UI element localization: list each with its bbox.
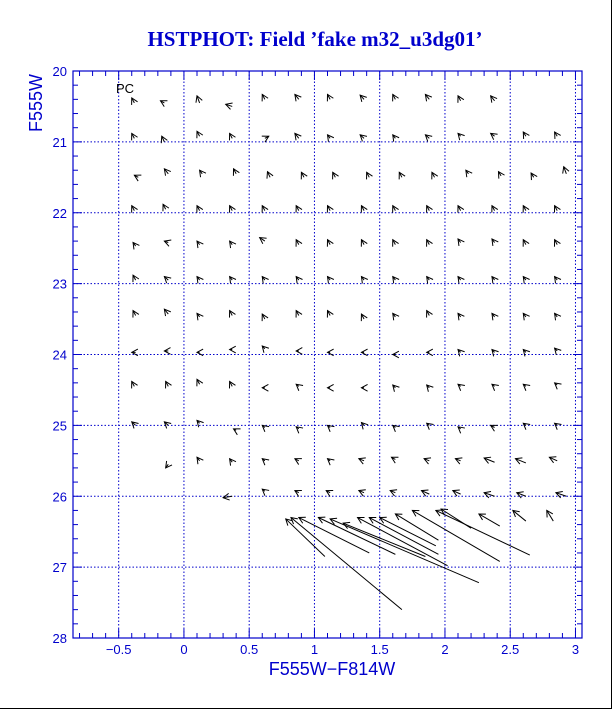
- arrow-head: [230, 311, 236, 318]
- data-arrow: [328, 425, 335, 431]
- data-arrow: [166, 381, 172, 388]
- data-arrow: [267, 172, 273, 179]
- data-arrow: [230, 133, 236, 140]
- data-arrow: [361, 384, 367, 391]
- data-arrow: [547, 510, 554, 521]
- data-arrow: [360, 135, 367, 142]
- arrow-head: [361, 384, 367, 391]
- data-arrow: [479, 514, 500, 526]
- data-arrow: [369, 517, 438, 554]
- data-arrow: [295, 491, 302, 497]
- data-arrow: [197, 131, 203, 138]
- data-arrow: [453, 490, 461, 496]
- data-arrow: [197, 241, 203, 248]
- arrow-head: [262, 136, 269, 142]
- arrow-head: [327, 240, 333, 247]
- arrow-head: [326, 491, 333, 497]
- data-arrow: [427, 311, 433, 318]
- data-arrow: [262, 459, 269, 465]
- arrow-head: [327, 311, 333, 318]
- data-arrow: [233, 169, 239, 176]
- data-arrow: [492, 384, 499, 390]
- data-arrow: [230, 241, 236, 248]
- data-arrow: [523, 350, 530, 357]
- data-arrow: [164, 169, 170, 176]
- data-arrow: [132, 133, 138, 140]
- arrow-head: [296, 206, 302, 213]
- data-arrow: [359, 490, 366, 496]
- data-arrow: [296, 427, 303, 433]
- arrow-head: [455, 458, 462, 464]
- data-arrow: [164, 277, 171, 284]
- arrow-head: [234, 429, 241, 435]
- data-arrow: [164, 309, 170, 316]
- data-arrow: [393, 94, 399, 101]
- data-arrow: [286, 519, 325, 557]
- data-arrow: [223, 493, 232, 500]
- data-arrow: [554, 240, 560, 247]
- arrow-head: [230, 206, 236, 213]
- data-arrow: [197, 313, 203, 320]
- arrow-head: [327, 94, 333, 101]
- arrow-head: [427, 240, 433, 247]
- data-arrow: [393, 240, 399, 247]
- arrow-head: [547, 510, 553, 517]
- arrow-head: [391, 457, 398, 463]
- data-arrow: [367, 172, 373, 179]
- arrow-head: [395, 514, 402, 520]
- data-arrow: [455, 458, 462, 464]
- data-arrow: [262, 94, 268, 101]
- arrow-head: [390, 490, 397, 496]
- data-arrow: [262, 346, 269, 353]
- data-arrow: [260, 238, 267, 244]
- data-arrow: [427, 423, 434, 429]
- data-arrow: [328, 135, 334, 142]
- data-arrow: [360, 95, 367, 102]
- data-arrow: [132, 422, 139, 429]
- data-arrow: [262, 277, 268, 284]
- data-arrow: [427, 277, 433, 284]
- data-arrow: [327, 206, 333, 213]
- arrow-head: [361, 240, 367, 247]
- data-arrow: [523, 240, 529, 247]
- data-arrow: [432, 172, 438, 179]
- data-arrow: [328, 459, 335, 465]
- data-arrow: [523, 423, 530, 429]
- data-arrow: [296, 277, 302, 284]
- y-tick-label: 27: [52, 560, 67, 576]
- data-arrow: [197, 206, 203, 213]
- data-arrow: [262, 136, 269, 142]
- arrow-head: [458, 206, 464, 213]
- plot-area-frame: [73, 71, 582, 638]
- x-tick-label: 1: [310, 642, 319, 657]
- data-arrow: [563, 167, 569, 174]
- data-arrow: [498, 172, 504, 179]
- arrow-head: [492, 206, 498, 213]
- arrow-head: [328, 384, 334, 391]
- data-arrow: [556, 492, 566, 498]
- data-arrow: [555, 313, 561, 320]
- data-arrow: [466, 170, 472, 177]
- y-tick-label: 24: [52, 347, 67, 363]
- data-arrow: [134, 175, 141, 181]
- data-arrow: [427, 206, 433, 213]
- x-tick-label: 2.5: [501, 642, 520, 657]
- data-arrow: [458, 206, 464, 213]
- arrow-head: [432, 172, 438, 179]
- data-arrow: [555, 383, 562, 389]
- data-arrow: [197, 420, 204, 427]
- data-arrow: [484, 457, 494, 463]
- data-arrow: [132, 206, 138, 213]
- data-arrow: [234, 429, 241, 435]
- arrow-shaft: [330, 519, 479, 583]
- arrow-head: [393, 240, 399, 247]
- data-arrow: [361, 423, 368, 430]
- data-arrow: [299, 517, 369, 553]
- arrow-shaft: [343, 523, 425, 556]
- data-arrow: [523, 384, 530, 390]
- data-arrow: [262, 314, 268, 321]
- data-arrow: [328, 384, 334, 391]
- data-arrow: [361, 240, 367, 247]
- data-arrow: [361, 314, 367, 321]
- data-arrow: [133, 243, 139, 250]
- arrow-head: [132, 133, 138, 140]
- arrow-shaft: [286, 519, 325, 557]
- data-arrow: [262, 489, 269, 495]
- data-arrow: [132, 98, 138, 105]
- data-arrow: [492, 277, 498, 284]
- arrow-head: [133, 275, 139, 282]
- arrow-head: [333, 172, 339, 179]
- data-arrow: [492, 206, 498, 213]
- arrow-head: [554, 206, 560, 213]
- data-arrow: [230, 459, 236, 466]
- arrow-head: [393, 206, 399, 213]
- arrow-head: [458, 96, 464, 103]
- arrow-head: [399, 172, 405, 179]
- arrow-head: [523, 240, 529, 247]
- arrow-head: [295, 459, 302, 465]
- arrow-head: [531, 173, 537, 180]
- data-arrow: [262, 384, 268, 391]
- data-arrow: [458, 239, 464, 246]
- arrow-shaft: [358, 518, 448, 566]
- x-tick-label: 0: [180, 642, 188, 657]
- y-tick-label: 20: [52, 64, 67, 79]
- data-arrow: [327, 94, 333, 101]
- data-arrow: [359, 458, 366, 464]
- axis-ticks: [73, 71, 582, 638]
- data-arrow: [197, 457, 203, 464]
- data-arrow: [230, 311, 236, 318]
- data-arrow: [361, 206, 367, 213]
- data-arrow: [484, 492, 494, 498]
- arrow-head: [262, 384, 268, 391]
- data-arrow: [295, 94, 301, 101]
- data-arrow: [196, 96, 202, 103]
- data-arrow: [549, 457, 557, 463]
- data-arrow: [166, 461, 172, 468]
- arrow-head: [523, 206, 529, 213]
- data-arrow: [393, 425, 400, 431]
- data-arrow: [301, 172, 307, 179]
- arrow-head: [132, 381, 138, 388]
- data-arrow: [197, 379, 203, 386]
- chart-title: HSTPHOT: Field ’fake m32_u3dg01’: [147, 27, 483, 51]
- arrow-head: [498, 172, 504, 179]
- data-arrow: [458, 96, 464, 103]
- y-tick-label: 21: [52, 134, 67, 150]
- data-arrow: [328, 349, 334, 356]
- data-arrow: [361, 277, 367, 284]
- data-arrow: [393, 385, 400, 392]
- data-arrow: [343, 522, 425, 556]
- data-arrow: [132, 381, 138, 388]
- data-arrow: [555, 348, 562, 355]
- data-arrow: [523, 277, 529, 284]
- data-arrow: [226, 103, 233, 109]
- data-arrow: [330, 518, 479, 582]
- arrow-head: [328, 349, 334, 356]
- data-arrow: [296, 348, 302, 355]
- data-arrow: [230, 206, 236, 213]
- arrow-head: [230, 133, 236, 140]
- arrow-head: [262, 206, 268, 213]
- data-arrow: [295, 459, 302, 465]
- data-arrow: [164, 348, 170, 355]
- grid: [73, 71, 582, 638]
- y-tick-label: 23: [52, 276, 67, 292]
- data-arrow: [458, 313, 464, 320]
- x-axis-title: F555W−F814W: [268, 659, 396, 679]
- data-arrow: [458, 277, 464, 284]
- data-arrow: [425, 135, 432, 142]
- data-arrow: [197, 277, 203, 284]
- arrow-head: [424, 458, 431, 464]
- arrow-head: [554, 240, 560, 247]
- data-arrow: [491, 133, 498, 139]
- data-arrow: [424, 458, 431, 464]
- data-arrow: [327, 311, 333, 318]
- data-arrow: [296, 311, 302, 318]
- data-arrow: [164, 240, 171, 246]
- arrow-head: [295, 491, 302, 497]
- data-arrow: [327, 240, 333, 247]
- data-arrow: [458, 427, 465, 433]
- data-arrow: [230, 346, 236, 353]
- arrow-head: [361, 314, 367, 321]
- data-arrow: [515, 458, 525, 464]
- data-arrow: [133, 311, 139, 318]
- data-arrow: [296, 206, 302, 213]
- arrow-shaft: [441, 509, 471, 528]
- x-tick-label: 3: [571, 642, 580, 657]
- data-arrow: [492, 239, 498, 246]
- arrow-head: [160, 101, 167, 107]
- arrow-head: [359, 458, 366, 464]
- arrow-head: [427, 311, 433, 318]
- data-arrow: [393, 135, 399, 142]
- arrow-head: [296, 311, 302, 318]
- data-arrow: [492, 313, 498, 320]
- arrow-head: [427, 206, 433, 213]
- arrow-head: [327, 206, 333, 213]
- data-arrow: [555, 423, 562, 429]
- arrow-head: [197, 206, 203, 213]
- arrow-head: [233, 169, 239, 176]
- arrow-head: [262, 314, 268, 321]
- arrow-head: [296, 240, 302, 247]
- data-arrow: [513, 510, 526, 521]
- arrow-head: [361, 206, 367, 213]
- data-arrow: [523, 206, 529, 213]
- arrow-head: [163, 204, 169, 211]
- arrow-head: [296, 348, 302, 355]
- data-arrow: [163, 204, 169, 211]
- y-tick-label: 26: [52, 489, 67, 505]
- arrow-head: [555, 132, 561, 139]
- data-arrow: [393, 277, 399, 284]
- data-arrow: [458, 133, 465, 140]
- data-arrow: [230, 277, 236, 284]
- data-arrow: [326, 491, 333, 497]
- y-tick-label: 25: [52, 418, 67, 434]
- arrow-head: [523, 132, 529, 139]
- arrow-head: [134, 175, 141, 181]
- arrow-head: [133, 311, 139, 318]
- data-arrow: [531, 173, 537, 180]
- data-arrow: [390, 490, 397, 496]
- arrow-head: [301, 172, 307, 179]
- y-tick-label: 28: [52, 631, 67, 646]
- arrow-head: [166, 381, 172, 388]
- arrow-head: [197, 379, 203, 386]
- arrow-head: [164, 240, 171, 246]
- arrow-head: [393, 94, 399, 101]
- data-arrow: [523, 132, 529, 139]
- data-arrow: [491, 96, 497, 103]
- data-arrow: [554, 206, 560, 213]
- data-arrow: [421, 490, 429, 496]
- tick-labels: [53, 64, 580, 657]
- panel-label: PC: [116, 81, 135, 96]
- x-tick-label: −0.5: [105, 642, 132, 657]
- data-arrow: [328, 277, 334, 284]
- data-arrow: [425, 94, 431, 101]
- data-arrows: [132, 94, 569, 609]
- arrow-head: [197, 131, 203, 138]
- data-arrow: [427, 240, 433, 247]
- data-arrow: [427, 385, 434, 392]
- data-arrow: [133, 275, 139, 282]
- y-axis-title: F555W: [26, 73, 46, 133]
- data-arrow: [492, 350, 499, 357]
- data-arrow: [262, 425, 269, 431]
- data-arrow: [358, 517, 448, 565]
- data-arrow: [555, 277, 561, 284]
- x-tick-label: 1.5: [370, 642, 389, 657]
- arrow-head: [132, 206, 138, 213]
- data-arrow: [230, 381, 236, 388]
- data-arrow: [296, 384, 303, 390]
- arrow-head: [262, 94, 268, 101]
- arrow-head: [230, 346, 236, 353]
- data-arrow: [200, 170, 206, 177]
- data-arrow: [523, 313, 529, 320]
- data-arrow: [555, 132, 561, 139]
- data-arrow: [441, 509, 471, 528]
- x-tick-label: 0.5: [240, 642, 259, 657]
- data-arrow: [491, 425, 498, 431]
- x-tick-label: 2: [441, 642, 449, 657]
- data-arrow: [458, 350, 465, 357]
- arrow-shaft: [369, 518, 438, 555]
- data-arrow: [160, 101, 167, 107]
- data-arrow: [164, 422, 171, 429]
- data-arrow: [517, 492, 526, 498]
- data-arrow: [393, 206, 399, 213]
- arrow-head: [367, 172, 373, 179]
- arrow-head: [230, 381, 236, 388]
- arrow-head: [132, 98, 138, 105]
- arrow-head: [491, 425, 498, 431]
- arrow-shaft: [299, 518, 369, 553]
- data-arrow: [295, 133, 301, 140]
- data-arrow: [391, 457, 398, 463]
- data-arrow: [262, 206, 268, 213]
- data-arrow: [333, 172, 339, 179]
- y-tick-label: 22: [52, 205, 67, 221]
- arrow-head: [359, 490, 366, 496]
- data-arrow: [458, 384, 465, 390]
- data-arrow: [399, 172, 405, 179]
- data-arrow: [393, 313, 399, 320]
- data-arrow: [296, 240, 302, 247]
